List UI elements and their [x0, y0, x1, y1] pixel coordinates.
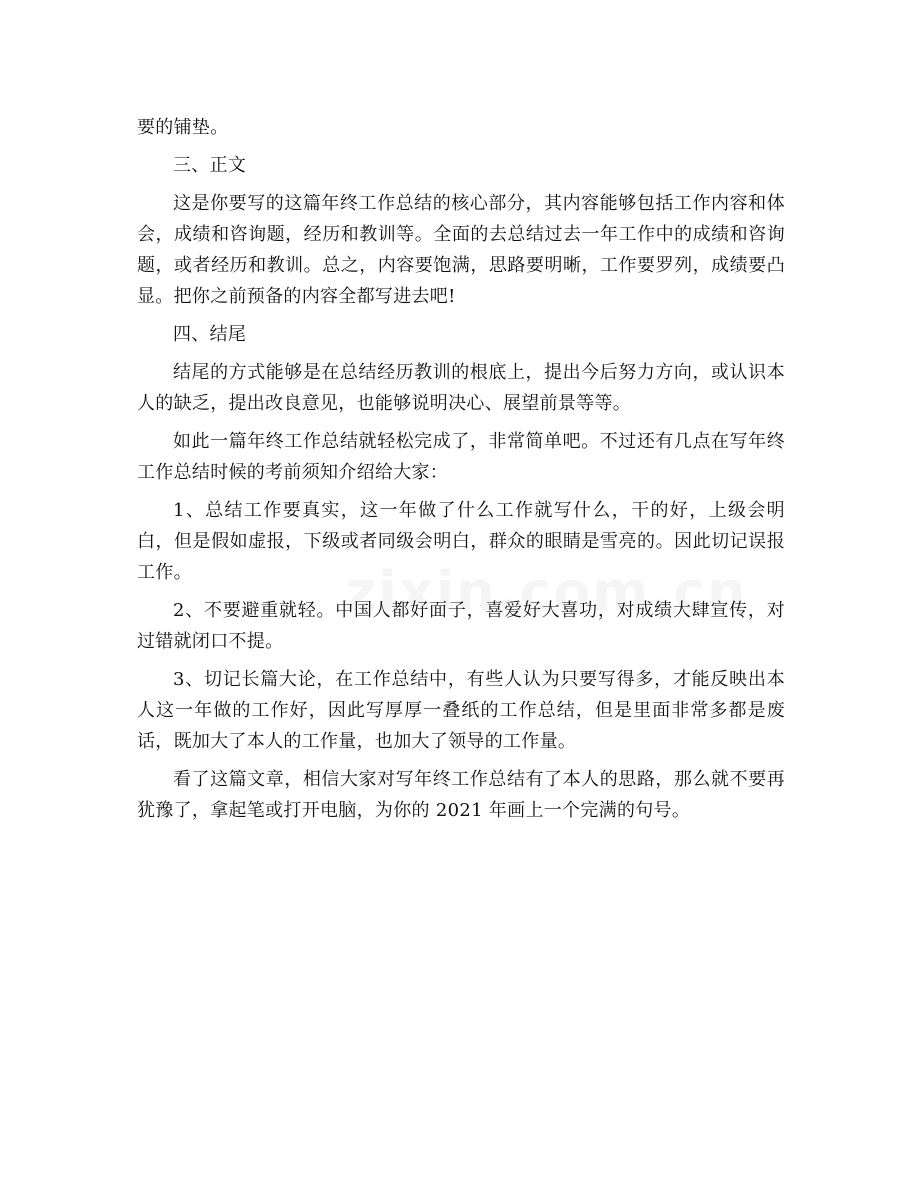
document-body	[137, 112, 785, 833]
paragraph-tip-2: 2、不要避重就轻。中国人都好面子，喜爱好大喜功，对成绩大肆宣传，对过错就闭口不提。	[137, 600, 785, 652]
paragraph-tip-1: 1、总结工作要真实，这一年做了什么工作就写什么，干的好，上级会明白，但是假如虚报，下级或者同级会明白，群众的眼睛是雪亮的。因此切记误报工作。	[137, 500, 785, 583]
paragraph-intro-tips: 如此一篇年终工作总结就轻松完成了，非常简单吧。不过还有几点在写年终工作总结时候的考前须知介绍给大家：	[137, 431, 785, 483]
paragraph-tip-3: 3、切记长篇大论，在工作总结中，有些人认为只要写得多，才能反映出本人这一年做的工作好，因此写厚厚一叠纸的工作总结，但是里面非常多都是废话，既加大了本人的工作量，也加大了领导的工作量。	[137, 669, 785, 752]
paragraph-ending: 结尾的方式能够是在总结经历教训的根底上，提出今后努力方向，或认识本人的缺乏，提出改良意见，也能够说明决心、展望前景等等。	[137, 362, 785, 414]
paragraph-main-text: 这是你要写的这篇年终工作总结的核心部分，其内容能够包括工作内容和体会，成绩和咨询题，经历和教训等。全面的去总结过去一年工作中的成绩和咨询题，或者经历和教训。总之，内容要饱满，思路要明晰，工作要罗列，成绩要凸显。把你之前预备的内容全都写进去吧!	[137, 193, 785, 307]
paragraph-conclusion: 看了这篇文章，相信大家对写年终工作总结有了本人的思路，那么就不要再犹豫了，拿起笔或打开电脑，为你的 2021 年画上一个完满的句号。	[137, 769, 785, 821]
section-heading-main-text: 三、正文	[173, 155, 247, 176]
section-heading-ending: 四、结尾	[173, 324, 247, 345]
paragraph-continuation: 要的铺垫。	[137, 117, 229, 138]
